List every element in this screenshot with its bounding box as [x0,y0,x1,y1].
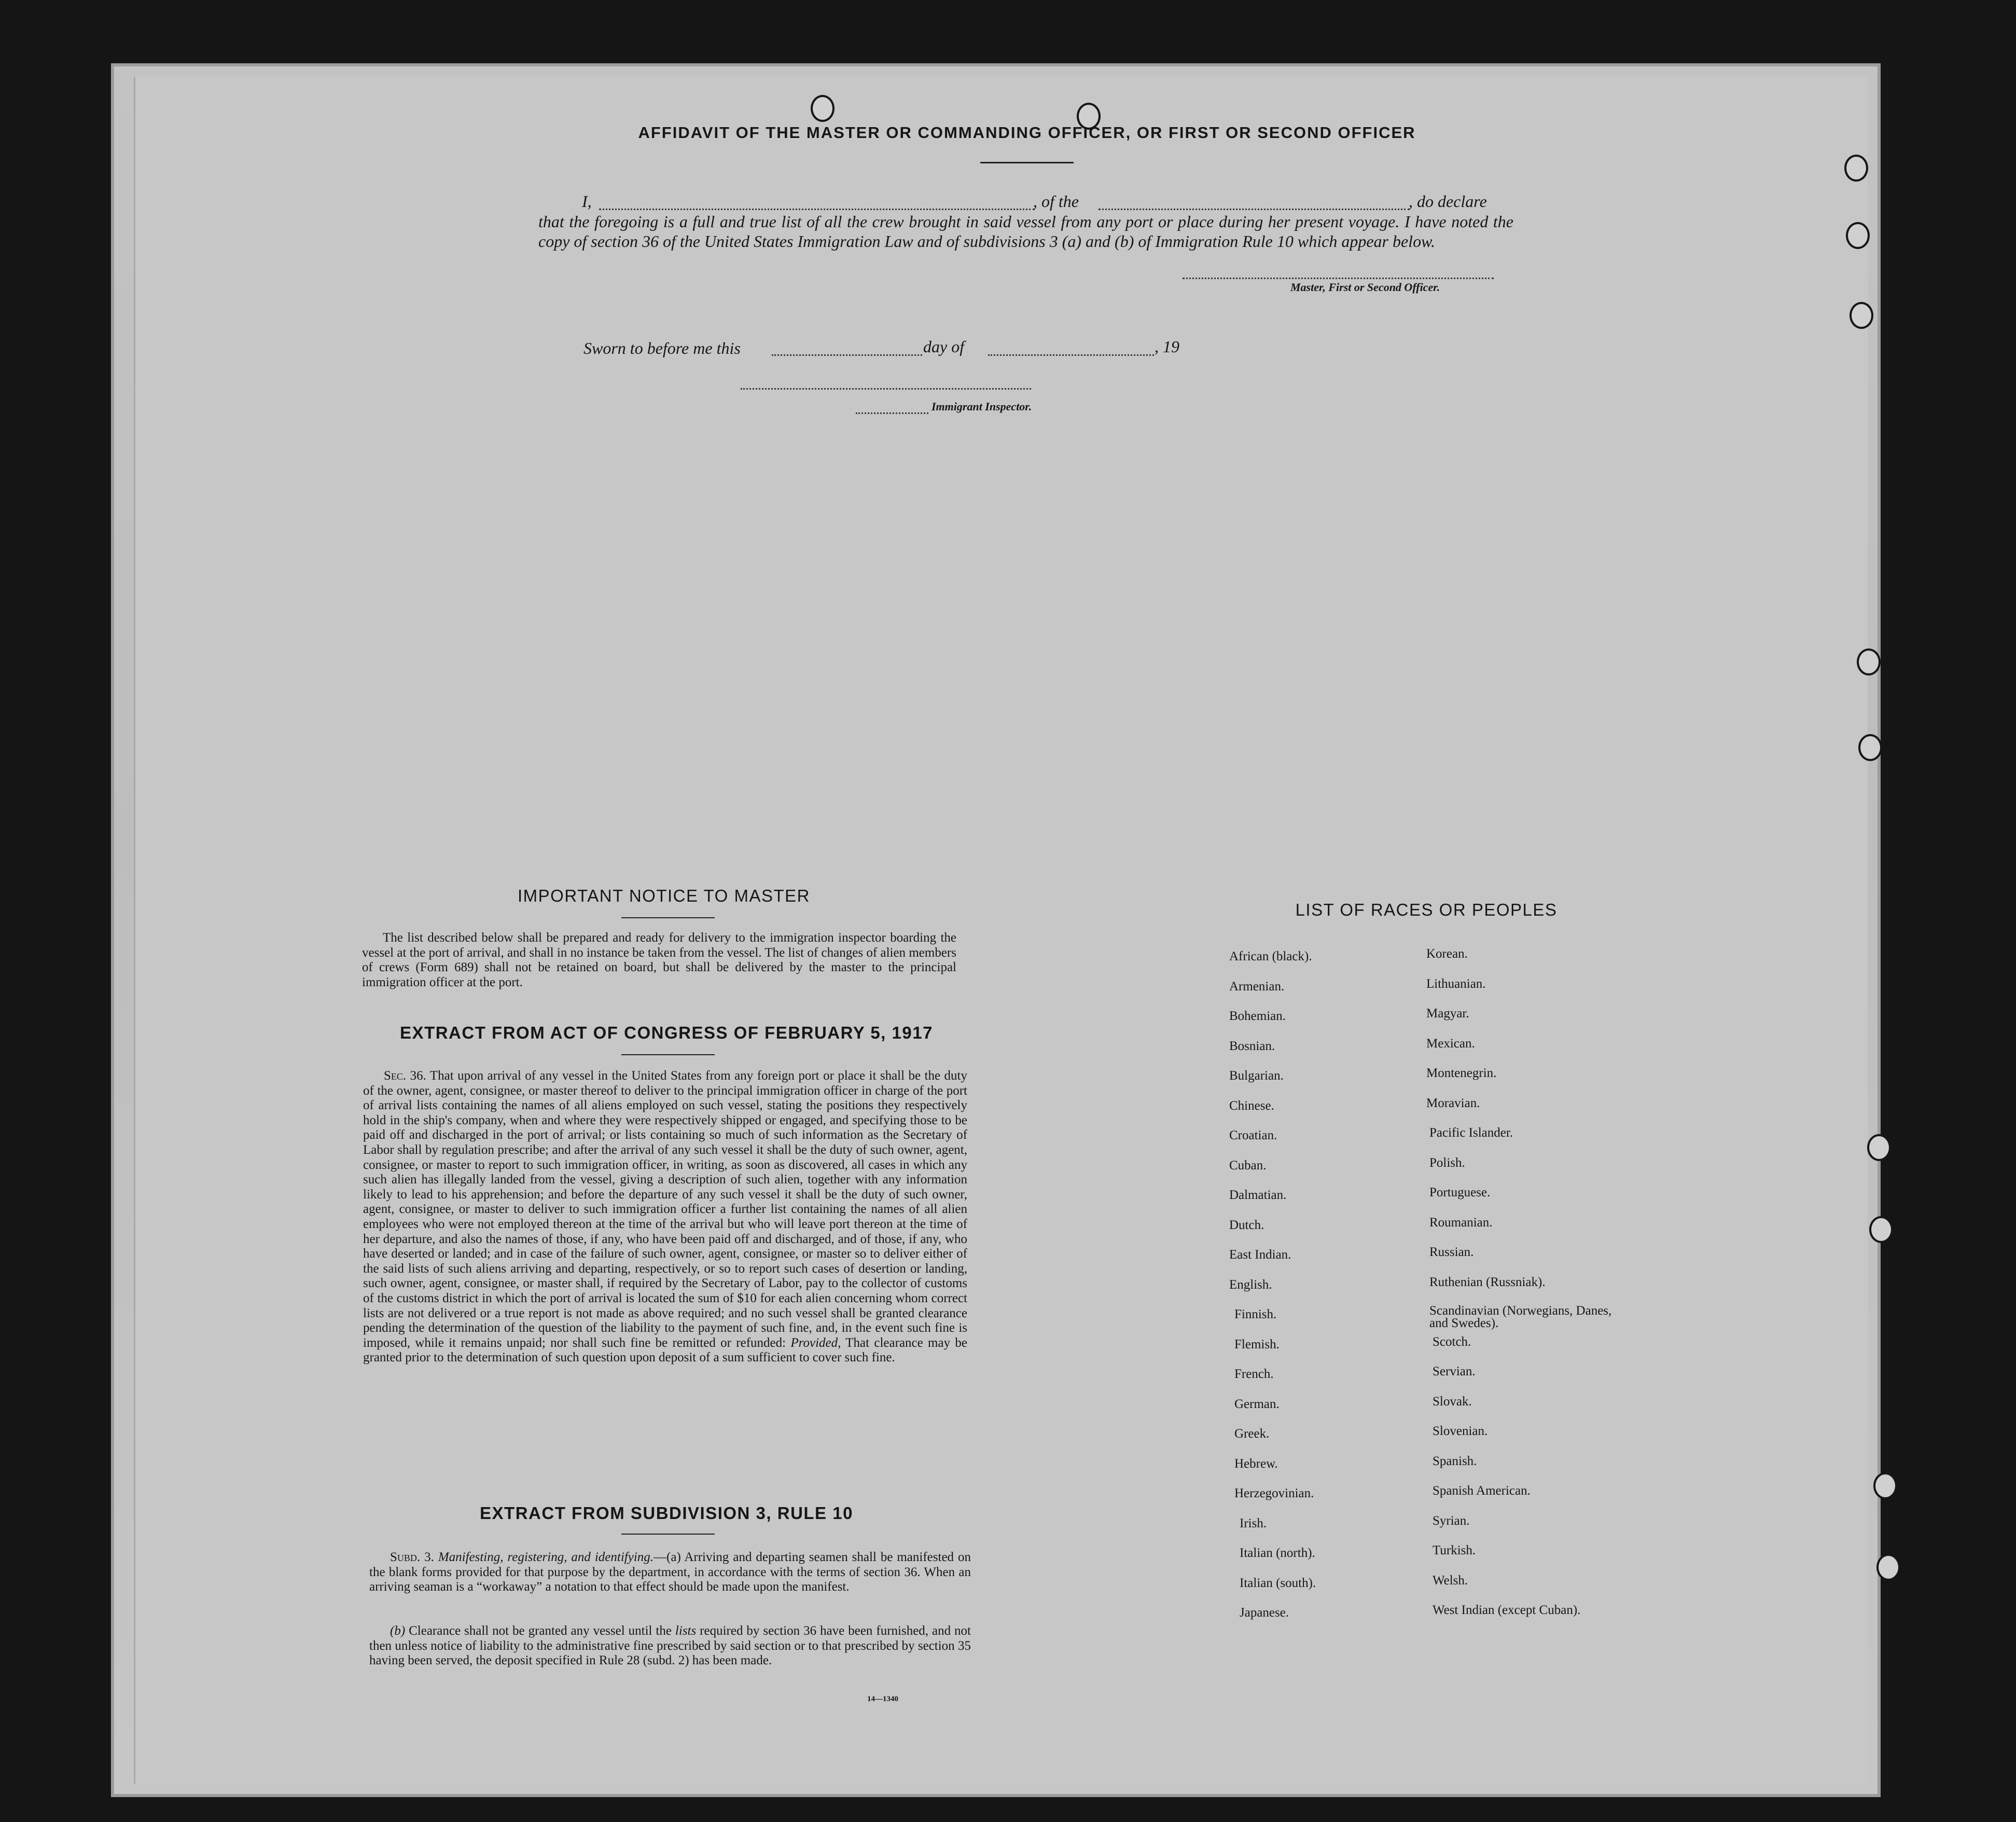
inspector-caption-leader [856,412,928,414]
race-item: Servian. [1433,1364,1476,1378]
rule-extract-underline [621,1534,715,1535]
inspector-signature-line[interactable] [741,388,1031,390]
proviso-label: Provided, [790,1335,841,1350]
punch-hole-right-4 [1857,648,1881,675]
race-item: French. [1234,1367,1274,1381]
do-declare-label: , do declare [1409,192,1487,211]
race-item: Roumanian. [1429,1215,1493,1230]
race-item: Korean. [1426,947,1468,961]
race-item: Hebrew. [1234,1456,1278,1471]
punch-hole-right-7 [1869,1216,1893,1243]
race-item: West Indian (except Cuban). [1433,1603,1581,1617]
race-item: Irish. [1240,1516,1267,1530]
act-extract-body [363,1069,967,1365]
race-item: Bulgarian. [1229,1069,1284,1083]
race-item: Croatian. [1229,1128,1277,1142]
form-number: 14—1340 [867,1695,898,1703]
race-item: Bohemian. [1229,1009,1286,1023]
race-item: Chinese. [1229,1098,1274,1113]
race-item: Dutch. [1229,1218,1264,1232]
declarant-label: I, [582,192,592,211]
race-item: Finnish. [1234,1307,1277,1321]
punch-hole-right-8 [1873,1472,1897,1499]
race-item: Dalmatian. [1229,1188,1287,1202]
race-item: Greek. [1234,1427,1270,1441]
race-item: Syrian. [1433,1513,1470,1528]
race-item: Italian (south). [1240,1576,1316,1590]
para-b-pre: Clearance shall not be granted any vessel until the [409,1624,672,1638]
inspector-caption: Immigrant Inspector. [931,400,1032,413]
race-item: Scotch. [1433,1334,1471,1349]
punch-hole-right-3 [1850,302,1873,329]
race-item: Pacific Islander. [1429,1126,1513,1140]
race-item: Polish. [1429,1155,1465,1170]
race-item: English. [1229,1277,1272,1292]
sworn-month-line[interactable] [988,354,1154,356]
position-line[interactable] [1099,209,1410,210]
declaration-text: that the foregoing is a full and true list of all the crew brought in said vessel from any port or place during her present voyage. I have noted the copy of section 36 of the United States Immigration Law and of subdivisions 3 (a) and (b) of Immigration Rule 10 which appear below. [538,212,1513,251]
act-extract-underline [621,1054,715,1055]
race-item: Cuban. [1229,1158,1267,1172]
notice-underline [621,917,715,918]
officer-signature-caption: Master, First or Second Officer. [1290,281,1440,294]
race-item: Bosnian. [1229,1039,1275,1053]
race-item: Mexican. [1426,1036,1475,1051]
race-item: German. [1234,1397,1280,1411]
of-the-label: , of the [1033,192,1079,211]
race-item: East Indian. [1229,1248,1291,1262]
para-b-lists: lists [675,1624,697,1638]
race-item: Magyar. [1426,1006,1469,1020]
race-item: Lithuanian. [1426,976,1486,991]
proviso-text: That clearance may be granted prior to the determination of such question upon deposit of a sum sufficient to cover such fine. [363,1335,967,1365]
race-item: Spanish American. [1433,1484,1531,1498]
punch-hole-right-9 [1876,1554,1900,1581]
race-item: Scandinavian (Norwegians, Danes, and Swedes). [1429,1304,1612,1330]
officer-signature-line[interactable] [1183,278,1494,279]
title-underline [980,162,1074,163]
punch-hole-right-6 [1867,1134,1891,1161]
sworn-day-line[interactable] [772,354,922,356]
race-item: Ruthenian (Russniak). [1429,1275,1546,1289]
sworn-prefix: Sworn to before me this [583,339,741,357]
race-item: Turkish. [1433,1543,1476,1557]
race-item: Russian. [1429,1245,1474,1259]
rule-extract-title: EXTRACT FROM SUBDIVISION 3, RULE 10 [480,1503,853,1523]
race-item: Slovenian. [1433,1424,1488,1438]
races-title: LIST OF RACES OR PEOPLES [1295,900,1558,919]
day-of-label: day of [923,337,965,356]
sec-36-text: 36. That upon arrival of any vessel in the United States from any foreign port or place it shall be the duty of the owner, agent, consignee, or master thereof to deliver to the principal immigration officer in charge of the port of arrival lists containing the names of all aliens employed on such vessel, stating the positions they respectively hold in the ship's company, when and where they were respectively shipped or engaged, and specifying those to be paid off and discharged in the port of arrival; or lists containing so much of such information as the Secretary of Labor shall by regulation prescribe; and after the arrival of any such vessel it shall be the duty of such owner, agent, consignee, or master to report to such immigration officer, in writing, as soon as discovered, all cases in which any such alien has illegally landed from the vessel, giving a description of such alien, together with any information likely to lead to his apprehension; and before the departure of any such vessel it shall be the duty of such owner, agent, consignee, or master to deliver to such immigration officer a further list containing the names of all alien employees who were not employed thereon at the time of the arrival but who will leave port thereon at the time of her departure, and also the names of those, if any, who have been paid off and discharged, and of those, if any, who have deserted or landed; and in case of the failure of such owner, agent, consignee, or master so to deliver either of the said lists of such aliens arriving and departing, respectively, or so to report such cases of desertion or landing, such owner, agent, consignee, or master shall, if required by the Secretary of Labor, pay to the collector of customs of the customs district in which the port of arrival is located the sum of $10 for each alien concerning whom correct lists are not delivered or a true report is not made as above required; and no such vessel shall be granted clearance pending the determination of the question of the liability to the payment of such fine, and, in the event such fine is imposed, while it remains unpaid; nor shall such fine be remitted or refunded: [363,1069,967,1350]
race-item: Montenegrin. [1426,1066,1497,1080]
declarant-name-line[interactable] [599,209,1035,210]
paper-page [134,77,1868,1784]
rule-para-a [369,1550,971,1595]
race-item: Armenian. [1229,979,1285,993]
act-extract-title: EXTRACT FROM ACT OF CONGRESS OF FEBRUARY 5, 1917 [400,1023,933,1042]
year-prefix: , 19 [1155,337,1179,356]
race-item: Italian (north). [1240,1546,1315,1560]
punch-hole-right-2 [1846,222,1870,249]
race-item: Portuguese. [1429,1185,1491,1199]
punch-hole-right-1 [1844,155,1868,182]
para-b-label: (b) [390,1624,406,1638]
affidavit-title: AFFIDAVIT OF THE MASTER OR COMMANDING OFFICER, OR FIRST OR SECOND OFFICER [638,123,1416,142]
subd-label: Subd. 3. [390,1550,434,1564]
rule-para-b [369,1624,971,1668]
punch-hole-right-5 [1858,734,1882,761]
subd-heading: Manifesting, registering, and identifying. [438,1550,654,1564]
race-item: African (black). [1229,949,1312,963]
race-item: Herzegovinian. [1234,1486,1314,1500]
race-item: Japanese. [1240,1606,1289,1620]
race-item: Moravian. [1426,1096,1480,1110]
para-b-post: required by section 36 have been furnished, and not then unless notice of liability to the administrative fine prescribed by said section or to that prescribed by section 35 having been served, the deposit specified in Rule 28 (subd. 2) has been made. [369,1624,971,1668]
notice-body: The list described below shall be prepared and ready for delivery to the immigration inspector boarding the vessel at the port of arrival, and shall in no instance be taken from the vessel. The list of changes of alien members of crews (Form 689) shall not be retained on board, but shall be delivered by the master to the principal immigration officer at the port. [362,931,956,989]
race-item: Flemish. [1234,1337,1280,1351]
notice-title: IMPORTANT NOTICE TO MASTER [517,886,810,905]
race-item: Spanish. [1433,1454,1477,1468]
race-item: Slovak. [1433,1394,1472,1409]
sec-label: Sec. [384,1069,407,1083]
para-a-text: —(a) Arriving and departing seamen shall be manifested on the blank forms provided for that purpose by the department, in accordance with the terms of section 36. When an arriving seaman is a “workaway” a notation to that effect should be made upon the manifest. [369,1550,971,1594]
race-item: Welsh. [1433,1573,1468,1588]
punch-hole-top-center [811,95,835,122]
